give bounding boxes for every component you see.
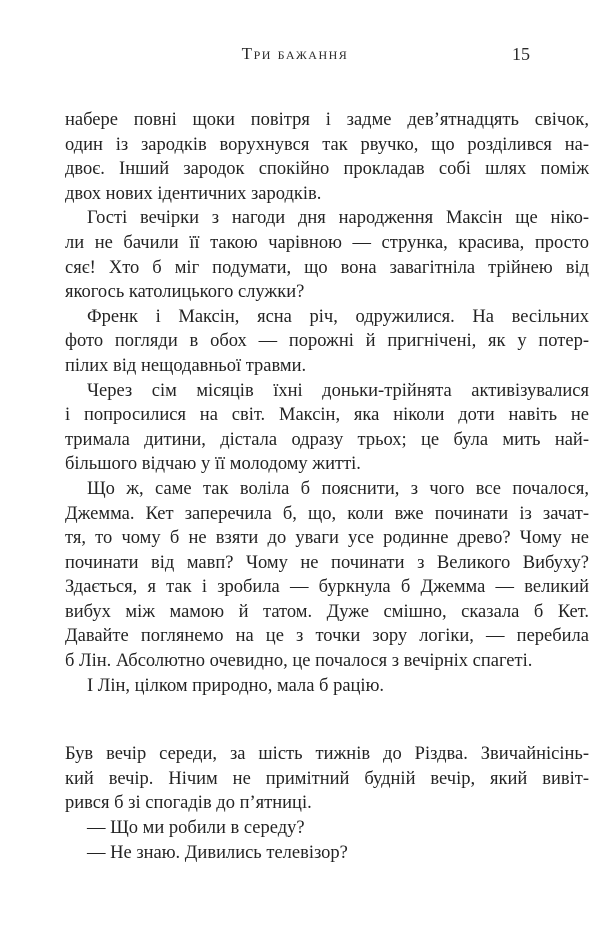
text-line: вибух між мамою й татом. Дуже смішно, сказала б Кет.: [65, 601, 589, 622]
text-line: один із зародків ворухнувся так рвучко, що розділився на-: [65, 134, 589, 155]
paragraph: [65, 305, 589, 379]
paragraph: [65, 379, 589, 477]
paragraph: [65, 206, 589, 304]
page-header: [0, 44, 608, 70]
text-line: кий вечір. Нічим не примітний будній вечір, який вивіт-: [65, 768, 589, 789]
text-line: більшого відчаю у її молодому житті.: [65, 454, 361, 475]
text-line: якогось католицького служки?: [65, 282, 305, 303]
page-number: 15: [512, 44, 530, 64]
text-line: б Лін. Абсолютно очевидно, це почалося з вечірніх спагеті.: [65, 651, 533, 672]
paragraph: [65, 477, 589, 674]
text-line: ли не бачили її такою чарівною — струнка, красива, просто: [65, 232, 589, 253]
paragraph: [65, 674, 589, 699]
text-line: Здається, я так і зробила — буркнула б Джемма — великий: [65, 577, 589, 598]
paragraph: [65, 816, 589, 841]
text-line: Що ж, саме так воліла б пояснити, з чого все почалося,: [87, 478, 589, 499]
text-line: тримала дитини, дістала одразу трьох; це була мить най-: [65, 429, 589, 450]
text-line: І Лін, цілком природно, мала б рацію.: [87, 675, 385, 696]
text-line: двоє. Інший зародок спокійно прокладав собі шлях поміж: [65, 159, 589, 180]
running-head-title: Три бажання: [241, 44, 349, 63]
text-line: починати від мавп? Чому не починати з Великого Вибуху?: [65, 552, 589, 573]
paragraph: [65, 742, 589, 816]
text-line: сяє! Хто б міг подумати, що вона завагітніла трійнею від: [65, 257, 589, 278]
text-line: фото погляди в обох — порожні й пригнічені, як у потер-: [65, 331, 589, 352]
text-line: набере повні щоки повітря і задме дев’ятнадцять свічок,: [65, 110, 589, 130]
text-line: Давайте поглянемо на це з точки зору логіки, — перебила: [65, 626, 589, 647]
text-line: Френк і Максін, ясна річ, одружилися. На весільних: [87, 306, 589, 327]
text-line: — Що ми робили в середу?: [87, 818, 305, 839]
body-text: [65, 108, 589, 865]
text-line: Джемма. Кет заперечила б, що, коли вже починати із зачат-: [65, 503, 589, 524]
text-line: рився б зі спогадів до п’ятниці.: [65, 793, 312, 814]
text-line: пілих від нещодавньої травми.: [65, 355, 307, 376]
text-line: Був вечір середи, за шість тижнів до Різдва. Звичайнісінь-: [65, 744, 589, 765]
paragraph: [65, 108, 589, 206]
text-line: — Не знаю. Дивились телевізор?: [87, 842, 348, 863]
text-line: двох нових ідентичних зародків.: [65, 183, 322, 204]
text-line: Через сім місяців їхні доньки-трійнята активізувалися: [87, 380, 589, 401]
paragraph: [65, 841, 589, 866]
text-line: Гості вечірки з нагоди дня народження Максін ще ніко-: [87, 208, 589, 229]
text-line: і попросилися на світ. Максін, яка ніколи доти навіть не: [65, 405, 589, 426]
text-line: тя, то чому б не взяти до уваги усе родинне древо? Чому не: [65, 528, 589, 549]
